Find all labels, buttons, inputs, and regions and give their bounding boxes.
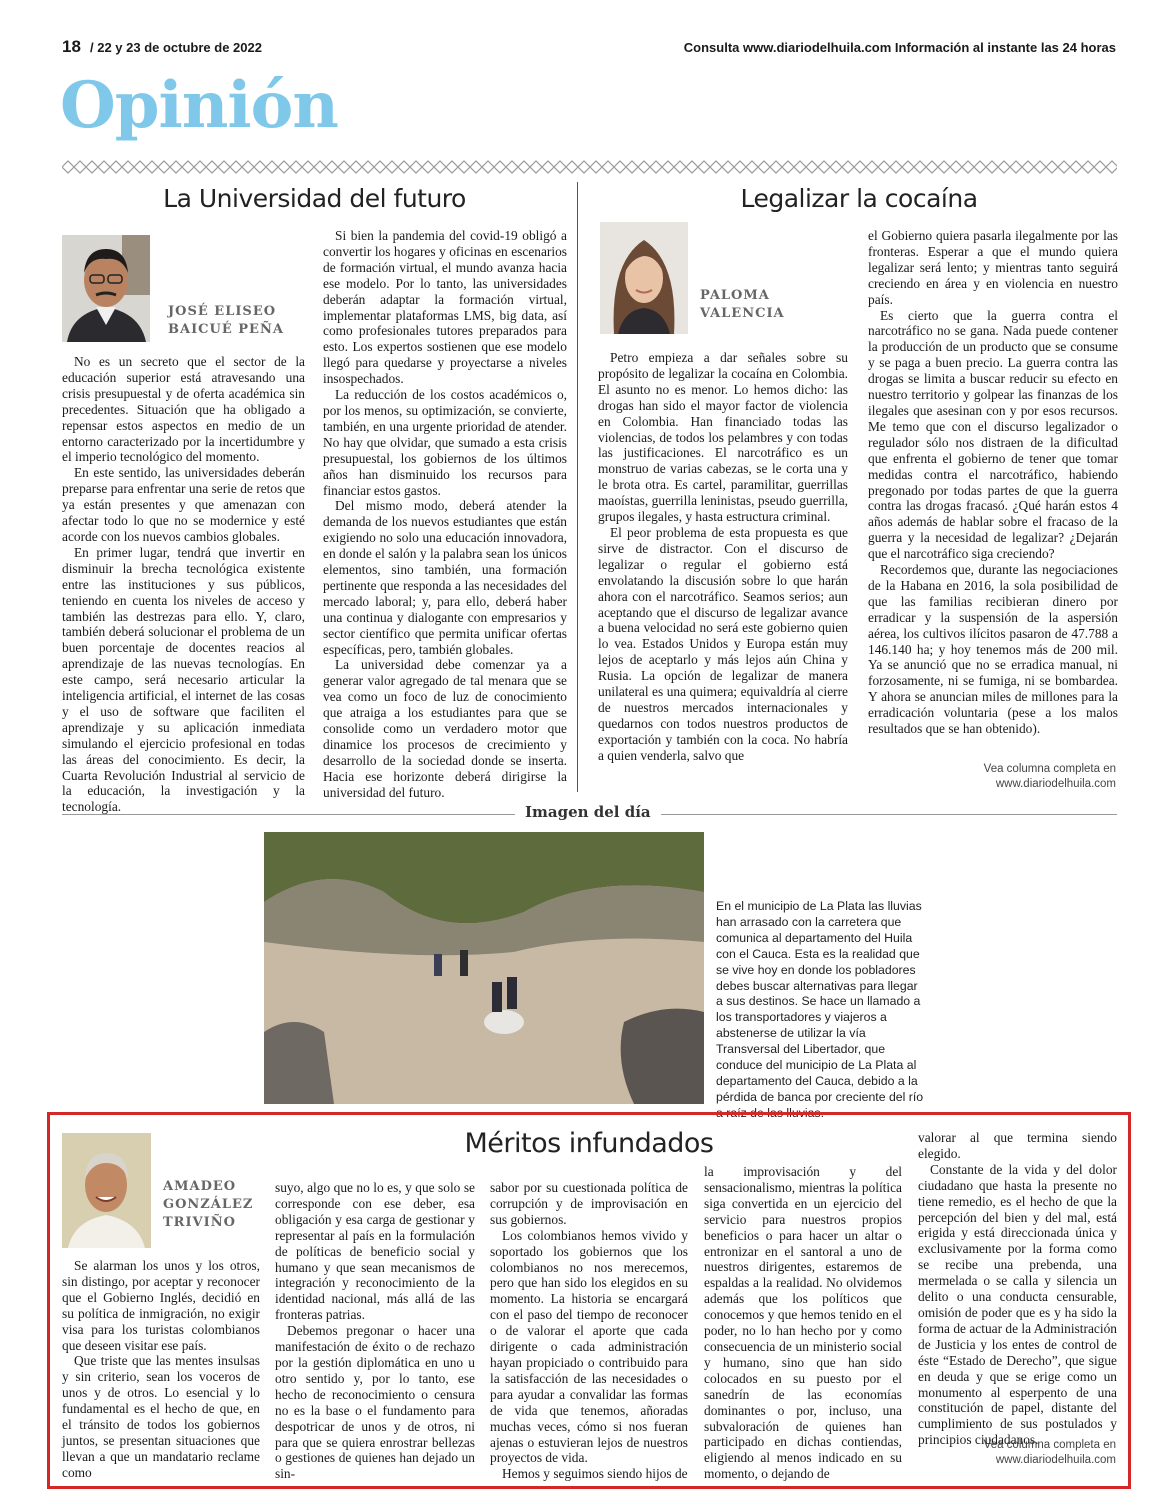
paragraph: La universidad debe comenzar ya a generar valor agregado de tal menara que se vea como un foco de luz de conocimiento que atraiga a los estudiantes para que se consolide como un verdadero motor que dinamice los procesos de crecimiento y desarrollo de la sociedad donde se inserta. Hacia ese horizonte deberá dirigirse la universidad del futuro.	[323, 657, 567, 800]
article-title: La Universidad del futuro	[163, 184, 466, 213]
paragraph: No es un secreto que el sector de la educación superior está atravesando una crisis presupuestal y de oferta académica sin precedentes. Situación que ha obligado a repensar estos aspectos en medio de un entorno caracterizado por la incertidumbre y el imperio tecnológico del momento.	[62, 354, 305, 465]
article-column	[62, 354, 305, 815]
paragraph: Es cierto que la guerra contra el narcotráfico no se gana. Nada puede contener la producción de un producto que se consume y se paga a buen precio. La guerra contra las drogas se limita a buscar reducir su efecto en nuestro territorio y golpear las finanzas de los ilegales que asesinan con y por esos recursos. Me temo que con el discurso legalizador o regulador sólo nos distraen de la dificultad que enfrenta el gobierno de tener que tomar medidas contra el narcotráfico, habiendo pregonado por todas partes de que la guerra contra las drogas fracasó. ¿Qué harán estos 4 años además de hablar sobre el fracaso de la guerra y la necesidad de legalizar? ¿Dejarán que el narcotráfico siga creciendo?	[868, 307, 1118, 562]
author-name-line: BAICUÉ PEÑA	[168, 322, 284, 337]
column-divider	[577, 182, 578, 792]
paragraph: la improvisación y del sensacionalismo, mientras la política siga convertida en un ejercicio del servicio para nuestros propios beneficios o para hacer un altar o entronizar en el santoral a uno de nuestros dirigentes, estaremos de espaldas a la realidad. No olvidemos además que los políticos que conocemos y que hemos tenido en el poder, no lo han hecho por y como consecuencia de un ministerio social y humano, sino que han sido colocados en su puesto por el sanedrín de las economías dominantes o por, incluso, una subvaloración de quienes han participado en dichas contiendas, eligiendo al menos indicado en su momento, o dejando de	[704, 1164, 902, 1482]
read-more-link[interactable]	[984, 1438, 1116, 1468]
paragraph: Se alarman los unos y los otros, sin distingo, por aceptar y reconocer que el Gobierno Inglés, decidió en su política de inmigración, no exigir visa para los turistas colombianos que deseen visitar ese país.	[62, 1258, 260, 1353]
article-column	[62, 1258, 260, 1480]
paragraph: Que triste que las mentes insulsas y sin criterio, sean los voceros de unos y de otros. Lo esencial y lo fundamental es el hecho de que, en el tránsito de todos los gobiernos juntos, se presentan situaciones que llevan a que un mandatario reclame como	[62, 1353, 260, 1480]
author-photo	[62, 1133, 151, 1248]
page-number: 18	[62, 37, 81, 56]
paragraph: La reducción de los costos académicos o, por los menos, su optimización, se convierte, también, en una urgente prioridad de atender. No hay que olvidar, que sumado a esta crisis presupuestal, los gobiernos de los últimos años han disminuido los recursos para financiar estos gastos.	[323, 387, 567, 498]
read-more-label: Vea columna completa en	[983, 1439, 1116, 1451]
author-name	[163, 1178, 253, 1232]
article-column	[868, 228, 1118, 746]
article-column	[323, 228, 567, 800]
author-name-line: GONZÁLEZ	[163, 1197, 254, 1212]
author-name	[700, 287, 785, 323]
site-link[interactable]: Consulta www.diariodelhuila.com Información al instante las 24 horas	[683, 40, 1116, 55]
read-more-link[interactable]	[984, 762, 1116, 792]
author-name-line: JOSÉ ELISEO	[168, 304, 277, 319]
author-name-line: PALOMA	[700, 288, 770, 303]
article-title: Legalizar la cocaína	[740, 184, 978, 213]
paragraph: Del mismo modo, deberá atender la demanda de los nuevos estudiantes que están exigiendo no solo una educación innovadora, en donde el salón y la palabra sean los únicos elementos, sino también, una formación pertinente que responda a las necesidades del mercado laboral; y, para ello, deberá haber una continua y dialogante con empresarios y sector científico que permita unificar ofertas específicas, pero, también globales.	[323, 498, 567, 657]
paragraph: Debemos pregonar o hacer una manifestación de éxito o de rechazo por la gestión diplomática en uno u otro sentido y, por lo tanto, ese hecho de reconocimiento o censura no es la base o el fundamento para despotricar de unos y de otros, ni para que se quiera enrostrar bellezas o gestiones de quienes han dejado un sin-	[275, 1323, 475, 1482]
read-more-label: Vea columna completa en	[983, 763, 1116, 775]
author-name-line: VALENCIA	[700, 306, 785, 321]
author-name	[168, 303, 284, 339]
author-photo	[600, 222, 688, 334]
read-more-url[interactable]: www.diariodelhuila.com	[995, 1454, 1116, 1466]
article-title: Méritos infundados	[464, 1128, 714, 1159]
image-of-day-photo	[264, 832, 704, 1104]
author-name-line: TRIVIÑO	[163, 1215, 236, 1230]
paragraph: Constante de la vida y del dolor ciudadano que hasta la presente no tiene remedio, es el hecho de que la percepción del bien y del mal, está erigida y está direccionada única y exclusivamente por la forma como se recibe una prebenda, una mermelada o se calla y silencia un delito o una conducta censurable, omisión de poder que es y ha sido la forma de actuar de la Administración de Justicia y los entes de control de éste “Estado de Derecho”, que sigue en deuda y que se erige como un monumento al esperpento de una constitución de papel, distante del cumplimiento de sus postulados y principios ciudadanos.	[918, 1161, 1117, 1448]
paragraph: En primer lugar, tendrá que invertir en disminuir la brecha tecnológica existente entre las instituciones y sus públicos, teniendo en cuenta los niveles de acceso y también las destrezas para ello. Y, claro, también deberá solucionar el problema de un buen porcentaje de docentes reacios al aprendizaje de las nuevas tecnologías. En este campo, será necesario articular la inteligencia artificial, el internet de las cosas y el uso de software que faciliten el aprendizaje y su aplicación inmediata simulando el ejercicio profesional en todas las áreas del conocimiento. Es decir, la Cuarta Revolución Industrial al servicio de la educación, la investigación y la tecnología.	[62, 544, 305, 815]
zigzag-divider	[62, 160, 1117, 174]
paragraph: Los colombianos hemos vivido y soportado los gobiernos que los colombianos no nos merecemos, pero que han sido los elegidos en su momento. La historia se encargará con el paso del tiempo de reconocer o de valorar el aporte que cada dirigente o cada administración hayan propiciado o contribuido para la satisfacción de las necesidades o para ayudar a convalidar las formas de vida que tenemos, añoradas muchas veces, cómo si nos fueran ajenas o estuvieran lejos de nuestros proyectos de vida.	[490, 1227, 688, 1466]
paragraph: El peor problema de esta propuesta es que sirve de distractor. Con el discurso de legalizar o regular el gobierno está envolatando la discusión sobre lo que harán ahora con el narcotráfico. Seamos serios; aun aceptando que el discurso de legalizar avance a buena velocidad no será este gobierno quien lo vea. Estados Unidos y Europa están muy lejos de aceptarlo y más lejos aún China y Rusia. La opción de legalizar de manera unilateral es una quimera; equivaldría al cierre de nuestros mercados internacionales y quedarnos con todos nuestros productos de exportación y también con la coca. No habría a quien venderla, salvo que	[598, 524, 848, 763]
read-more-url[interactable]: www.diariodelhuila.com	[995, 778, 1116, 790]
paragraph: Petro empieza a dar señales sobre su propósito de legalizar la cocaína en Colombia. El asunto no es menor. Lo hemos dicho: las drogas han sido el mayor factor de violencia en Colombia. Han financiado todas las violencias, de todos los pelambres y con todas las justificaciones. El narcotráfico es un monstruo de varias cabezas, se le corta una y le brota otra. Es cartel, paramilitar, guerrillas maoístas, guerrilla leninistas, pseudo guerrilla, grupos ilegales, y hasta estructura criminal.	[598, 350, 848, 525]
article-column	[598, 350, 848, 790]
paragraph: sabor por su cuestionada política de corrupción y de improvisación en sus gobiernos.	[490, 1180, 688, 1227]
image-caption: En el municipio de La Plata las lluvias han arrasado con la carretera que comunica al departamento del Huila con el Cauca. Esta es la realidad que se vive hoy en donde los pobladores debes buscar alternativas para llegar a sus destinos. Se hace un llamado a los transportadores y viajeros a abstenerse de utilizar la vía Transversal del Libertador, que conduce del municipio de La Plata al departamento del Cauca, debido a la pérdida de banca por creciente del río a raíz de las lluvias.	[716, 899, 924, 1120]
paragraph: Si bien la pandemia del covid-19 obligó a convertir los hogares y oficinas en escenarios de formación virtual, el mundo avanza hacia ese modelo. Por lo tanto, las universidades deberán adaptar la formación virtual, implementar plataformas LMS, big data, así como profesionales tutores preparados para esto. Los expertos sostienen que ese modelo llegó para quedarse y proyectarse a niveles insospechados.	[323, 228, 567, 387]
paragraph: Recordemos que, durante las negociaciones de la Habana en 2016, la sola posibilidad de que las familias recibieran dinero por erradicar y la suspensión de la aspersión aérea, los cultivos ilícitos pasaron de 47.788 a 146.140 ha; y hoy tenemos más de 200 mil. Ya se anunció que no se erradica manual, ni forzosamente, ni se fumiga, ni se bombardea. Y ahora se anuncian miles de millones para la erradicación voluntaria (pese a los malos resultados que se han obtenido).	[868, 562, 1118, 737]
section-title: Opinión	[60, 68, 338, 143]
author-name-line: AMADEO	[163, 1179, 237, 1194]
paragraph: suyo, algo que no lo es, y que solo se corresponde con ese deber, esa obligación y esa carga de gestionar y representar al país en la formulación de políticas de beneficio social y humano y que sean mecanismos de integración y reconocimiento de la identidad nacional, más allá de las fronteras patrias.	[275, 1180, 475, 1323]
article-column	[275, 1180, 475, 1482]
paragraph: el Gobierno quiera pasarla ilegalmente por las fronteras. Esperar a que el mundo quiera legalizar será lento; y mientras tanto seguirá creciendo en área y en violencia en nuestro país.	[868, 228, 1118, 307]
paragraph: Hemos y seguimos siendo hijos de	[502, 1466, 688, 1482]
paragraph: valorar al que termina siendo elegido.	[918, 1130, 1117, 1161]
article-column	[490, 1180, 688, 1482]
article-column	[704, 1164, 902, 1482]
author-photo	[62, 235, 150, 342]
image-of-day-title: Imagen del día	[515, 803, 661, 821]
issue-date: / 22 y 23 de octubre de 2022	[90, 40, 262, 55]
paragraph: En este sentido, las universidades deberán preparse para enfrentar una serie de retos que ya están presentes y que amenazan con afectar todo lo que no se modernice y esté acorde con los nuevos cambios globales.	[62, 465, 305, 544]
